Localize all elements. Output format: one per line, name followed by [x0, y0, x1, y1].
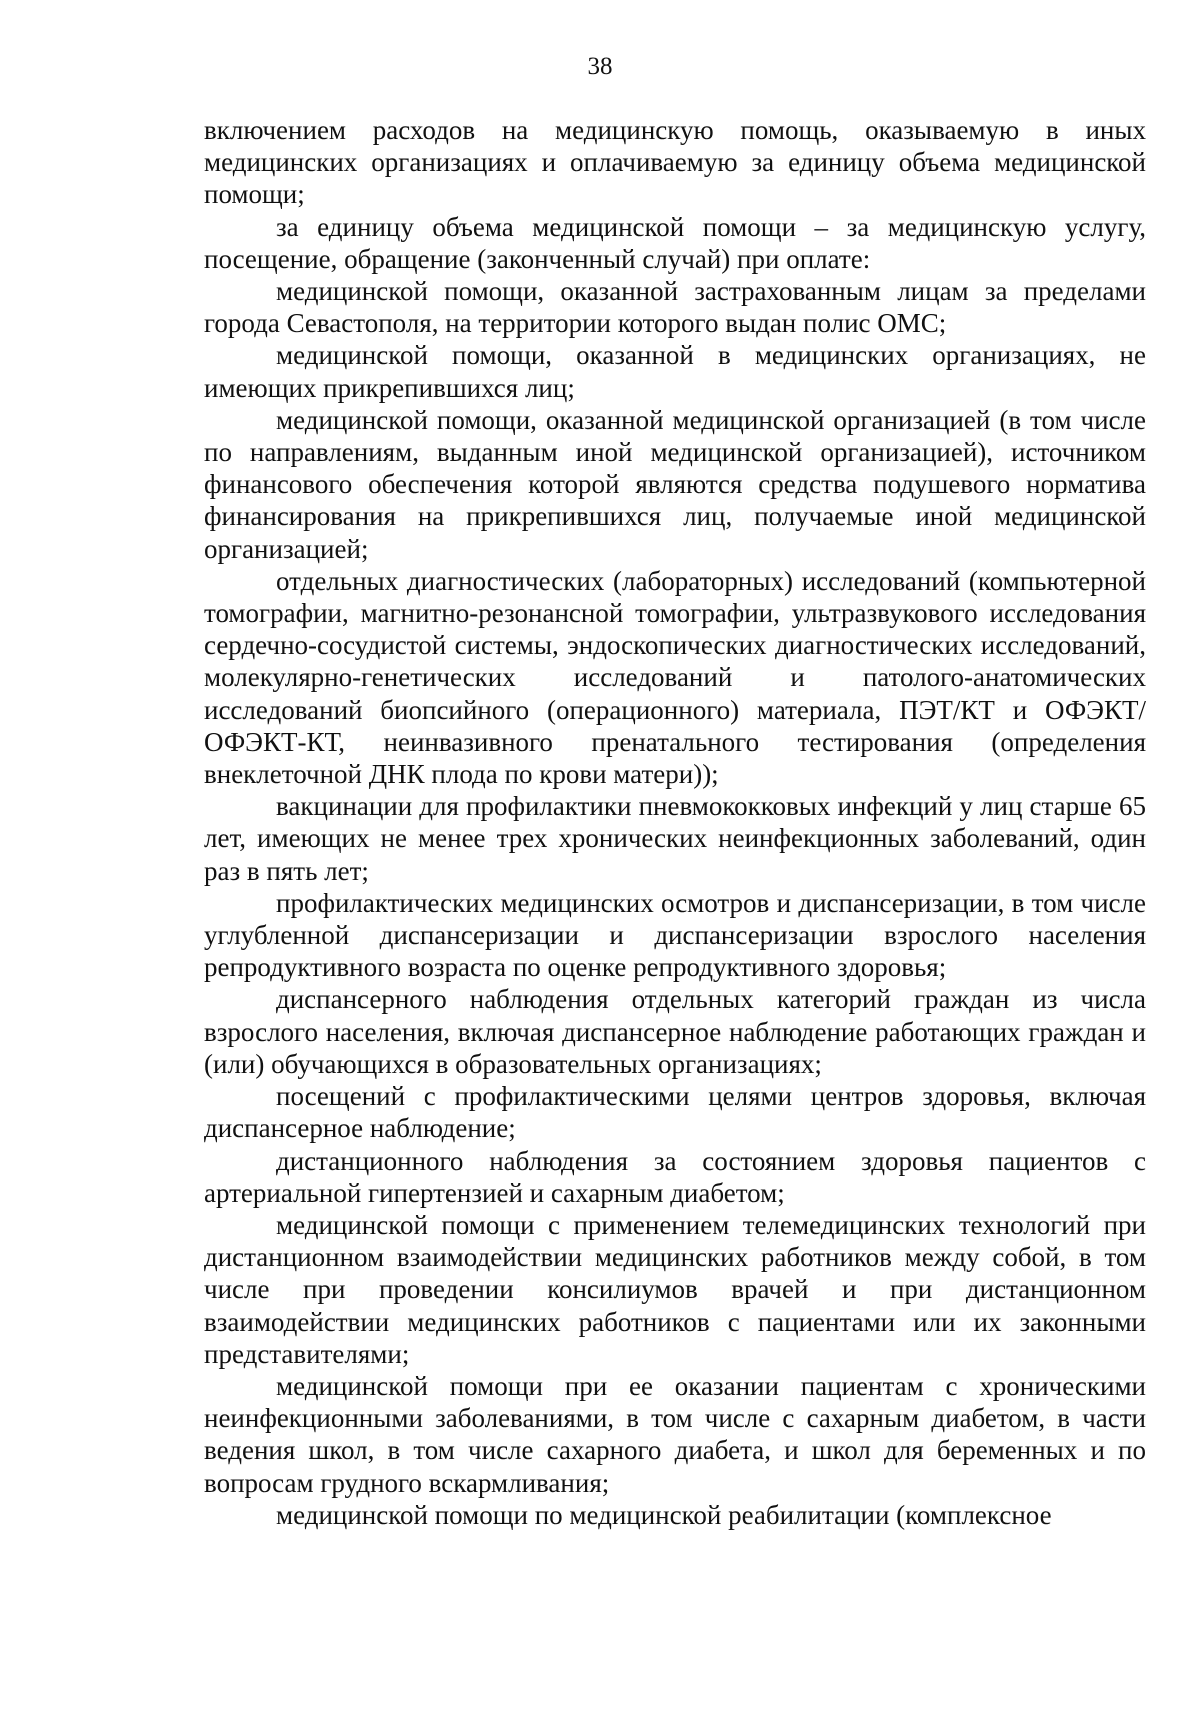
document-body	[204, 114, 1146, 1531]
paragraph-3: медицинской помощи, оказанной застрахованным лицам за пределами города Севастополя, на территории которого выдан полис ОМС;	[204, 276, 1146, 339]
paragraph-8: профилактических медицинских осмотров и диспансеризации, в том числе углубленной диспансеризации и диспансеризации взрослого населения репродуктивного возраста по оценке репродуктивного здоровья;	[204, 887, 1146, 983]
paragraph-2: за единицу объема медицинской помощи – за медицинскую услугу, посещение, обращение (законченный случай) при оплате:	[204, 211, 1146, 274]
paragraph-10: посещений с профилактическими целями центров здоровья, включая диспансерное наблюдение;	[204, 1081, 1146, 1144]
paragraph-4: медицинской помощи, оказанной в медицинских организациях, не имеющих прикрепившихся лиц;	[204, 340, 1146, 403]
paragraph-6: отдельных диагностических (лабораторных) исследований (компьютерной томографии, магнитно-резонансной томографии, ультразвукового исследования сердечно-сосудистой системы, эндоскопических диагностических исследований, молекулярно-генетических исследований и патолого-анатомических исследований биопсийного (операционного) материала, ПЭТ/КТ и ОФЭКТ/ОФЭКТ-КТ, неинвазивного пренатального тестирования (определения внеклеточной ДНК плода по крови матери));	[204, 565, 1146, 790]
paragraph-5: медицинской помощи, оказанной медицинской организацией (в том числе по направлениям, выданным иной медицинской организацией), источником финансового обеспечения которой являются средства подушевого норматива финансирования на прикрепившихся лиц, получаемые иной медицинской организацией;	[204, 404, 1146, 564]
page-number: 38	[587, 53, 613, 80]
paragraph-12: медицинской помощи с применением телемедицинских технологий при дистанционном взаимодействии медицинских работников между собой, в том числе при проведении консилиумов врачей и при дистанционном взаимодействии медицинских работников с пациентами или их законными представителями;	[204, 1209, 1146, 1369]
paragraph-14: медицинской помощи по медицинской реабилитации (комплексное	[276, 1499, 1052, 1530]
paragraph-11: дистанционного наблюдения за состоянием здоровья пациентов с артериальной гипертензией и сахарным диабетом;	[204, 1145, 1146, 1208]
paragraph-1: включением расходов на медицинскую помощь, оказываемую в иных медицинских организациях и оплачиваемую за единицу объема медицинской помощи;	[204, 115, 1146, 210]
paragraph-13: медицинской помощи при ее оказании пациентам с хроническими неинфекционными заболеваниями, в том числе с сахарным диабетом, в части ведения школ, в том числе сахарного диабета, и школ для беременных и по вопросам грудного вскармливания;	[204, 1370, 1146, 1498]
paragraph-9: диспансерного наблюдения отдельных категорий граждан из числа взрослого населения, включая диспансерное наблюдение работающих граждан и (или) обучающихся в образовательных организациях;	[204, 984, 1146, 1079]
paragraph-7: вакцинации для профилактики пневмококковых инфекций у лиц старше 65 лет, имеющих не менее трех хронических неинфекционных заболеваний, один раз в пять лет;	[204, 791, 1146, 886]
